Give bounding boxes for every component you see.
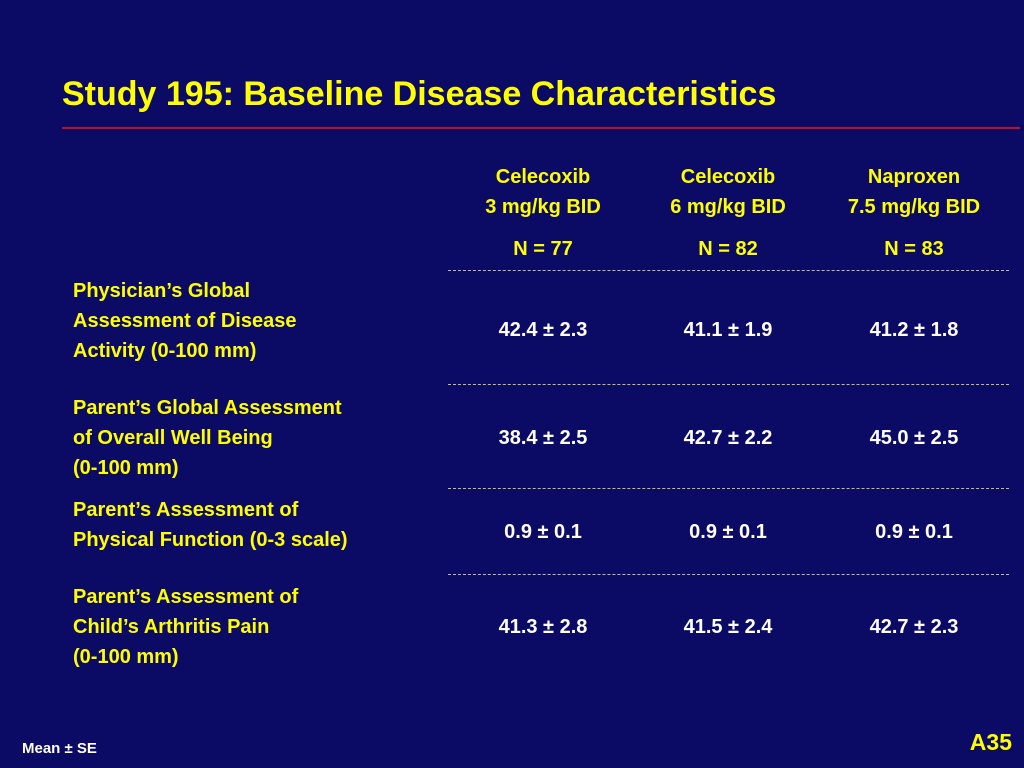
row-label-line: Parent’s Assessment of xyxy=(73,499,299,521)
row-separator xyxy=(448,574,1009,575)
row-separator xyxy=(448,488,1009,489)
row-label-line: Parent’s Global Assessment xyxy=(73,397,342,419)
table-cell: 0.9 ± 0.1 xyxy=(504,521,582,543)
row-label-line: Parent’s Assessment of xyxy=(73,586,299,608)
column-header-line2: 3 mg/kg BID xyxy=(485,196,601,218)
column-header-line1: Celecoxib xyxy=(680,166,776,188)
table-cell: 42.7 ± 2.3 xyxy=(869,616,959,638)
row-separator xyxy=(448,384,1009,385)
row-label-line: Child’s Arthritis Pain xyxy=(73,616,270,638)
table-cell: 38.4 ± 2.5 xyxy=(498,427,588,449)
table-cell: 42.7 ± 2.2 xyxy=(683,427,773,449)
table-cell: 0.9 ± 0.1 xyxy=(689,521,767,543)
table-cell: 41.5 ± 2.4 xyxy=(683,616,773,638)
table-cell: 41.1 ± 1.9 xyxy=(683,319,773,341)
table-cell: 0.9 ± 0.1 xyxy=(875,521,953,543)
row-label-line: Assessment of Disease xyxy=(73,310,297,332)
title-divider xyxy=(62,127,1020,129)
row-label-line: Physician’s Global xyxy=(73,280,251,302)
column-header-line2: 7.5 mg/kg BID xyxy=(847,196,981,218)
column-header-line1: Celecoxib xyxy=(495,166,591,188)
footnote: Mean ± SE xyxy=(22,740,97,757)
slide-title: Study 195: Baseline Disease Characteristics xyxy=(62,75,777,113)
table-cell: 42.4 ± 2.3 xyxy=(498,319,588,341)
column-header-n: N = 82 xyxy=(698,238,758,260)
column-header-naproxen xyxy=(819,162,1009,260)
slide-number: A35 xyxy=(969,729,1012,755)
column-header-n: N = 77 xyxy=(513,238,573,260)
column-header-celecoxib-3mg xyxy=(448,162,638,260)
row-label-line: of Overall Well Being xyxy=(73,427,273,449)
row-label-line: Physical Function (0-3 scale) xyxy=(73,529,348,551)
row-label-parent-global xyxy=(73,393,433,483)
column-header-celecoxib-6mg xyxy=(633,162,823,260)
row-label-arthritis-pain xyxy=(73,582,433,672)
row-label-line: Activity (0-100 mm) xyxy=(73,340,257,362)
row-label-line: (0-100 mm) xyxy=(73,646,179,668)
row-label-line: (0-100 mm) xyxy=(73,457,179,479)
column-header-n: N = 83 xyxy=(884,238,944,260)
table-cell: 41.2 ± 1.8 xyxy=(869,319,959,341)
table-cell: 41.3 ± 2.8 xyxy=(498,616,588,638)
column-header-line1: Naproxen xyxy=(867,166,961,188)
row-separator xyxy=(448,270,1009,271)
row-label-physical-function xyxy=(73,495,433,555)
table-cell: 45.0 ± 2.5 xyxy=(869,427,959,449)
row-label-physician-global xyxy=(73,276,433,366)
column-header-line2: 6 mg/kg BID xyxy=(670,196,786,218)
